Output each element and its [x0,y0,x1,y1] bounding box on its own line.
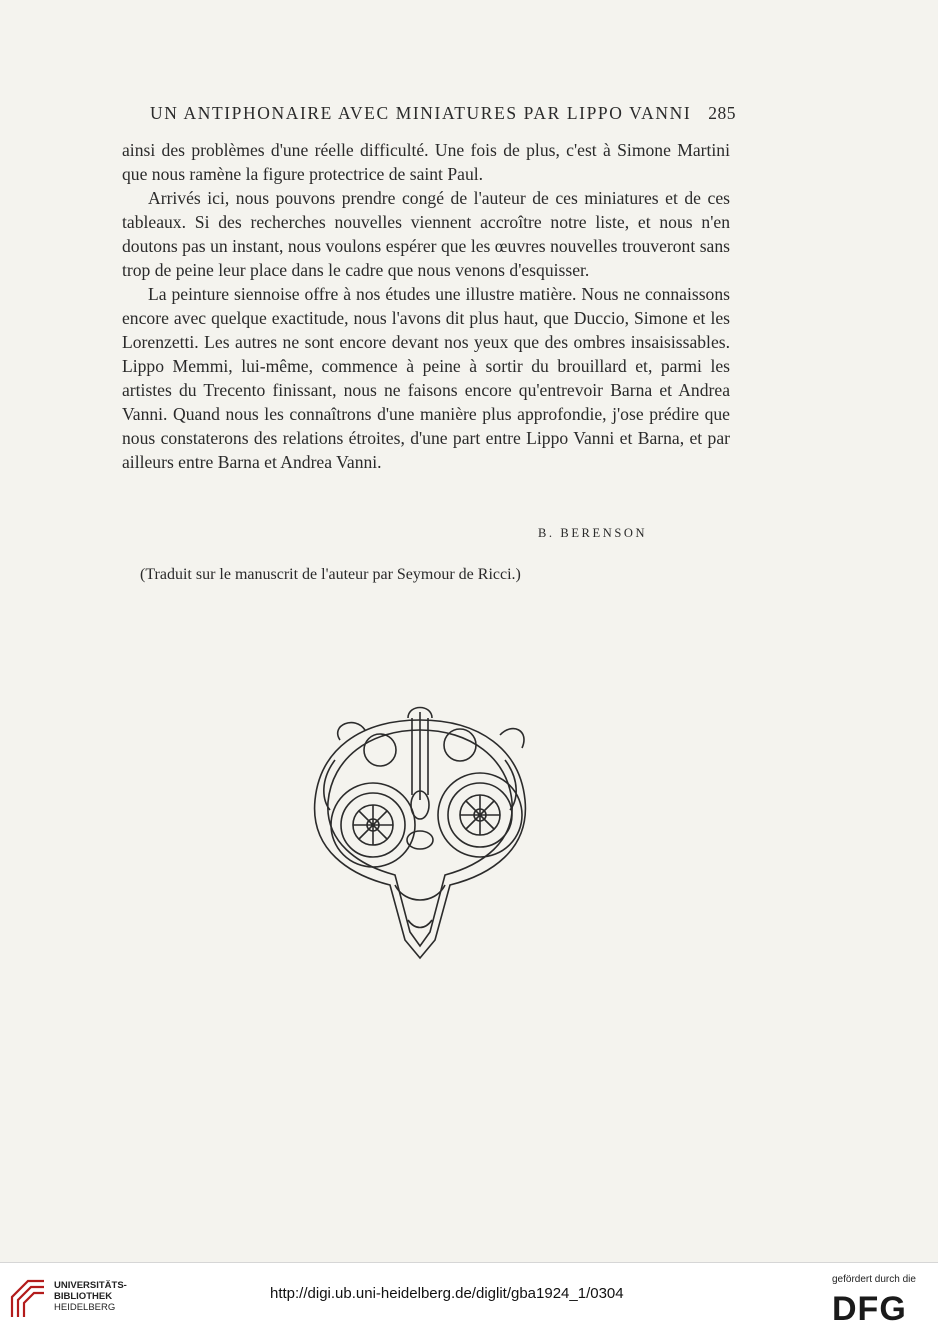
funding-caption: gefördert durch die [832,1274,916,1285]
paragraph: La peinture siennoise offre à nos études une illustre matière. Nous ne connaissons encore avec quelque exactitude, nous l'avons dit plus haut, que Duccio, Simone et les Lorenzetti. Les autres ne sont encore devant nos yeux que des ombres insaisissables. Lippo Memmi, lui-même, commence à peine à sortir du brouillard et, parmi les artistes du Trecento finissant, nous ne faisons encore qu'entrevoir Barna et Andrea Vanni. Quand nous les connaîtrons d'une manière plus approfondie, j'ose prédire que nous constaterons des relations étroites, d'une part entre Lippo Vanni et Barna, et par ailleurs entre Barna et Andrea Vanni. [122,284,730,472]
library-line: BIBLIOTHEK [54,1291,113,1302]
paragraph: Arrivés ici, nous pouvons prendre congé de l'auteur de ces miniatures et de ces tableaux. Si des recherches nouvelles viennent accroître notre liste, et nous n'en doutons pas un instant, nous voulons espérer que les œuvres nouvelles trouveront sans trop de peine leur place dans le cadre que nous venons d'esquisser. [122,188,730,280]
author-signature: B. BERENSON [538,526,648,540]
library-line: UNIVERSITÄTS- [54,1280,127,1291]
body-text [122,138,730,474]
library-logo-icon [8,1277,48,1319]
dfg-logo [832,1291,926,1323]
running-header [150,103,736,124]
library-line: HEIDELBERG [54,1302,116,1313]
header-title: UN ANTIPHONAIRE AVEC MINIATURES PAR LIPPO VANNI [150,103,692,123]
translation-note: (Traduit sur le manuscrit de l'auteur par Seymour de Ricci.) [140,566,521,583]
paragraph: ainsi des problèmes d'une réelle difficulté. Une fois de plus, c'est à Simone Martini que nous ramène la figure protectrice de saint Paul. [122,140,730,184]
library-name [54,1280,127,1313]
ornament-vignette [300,700,540,965]
footer-bar [0,1262,938,1330]
dfg-logo-text: DFG [832,1291,907,1323]
permalink-url[interactable]: http://digi.ub.uni-heidelberg.de/diglit/gba1924_1/0304 [270,1285,624,1302]
page-number: 285 [708,103,736,123]
